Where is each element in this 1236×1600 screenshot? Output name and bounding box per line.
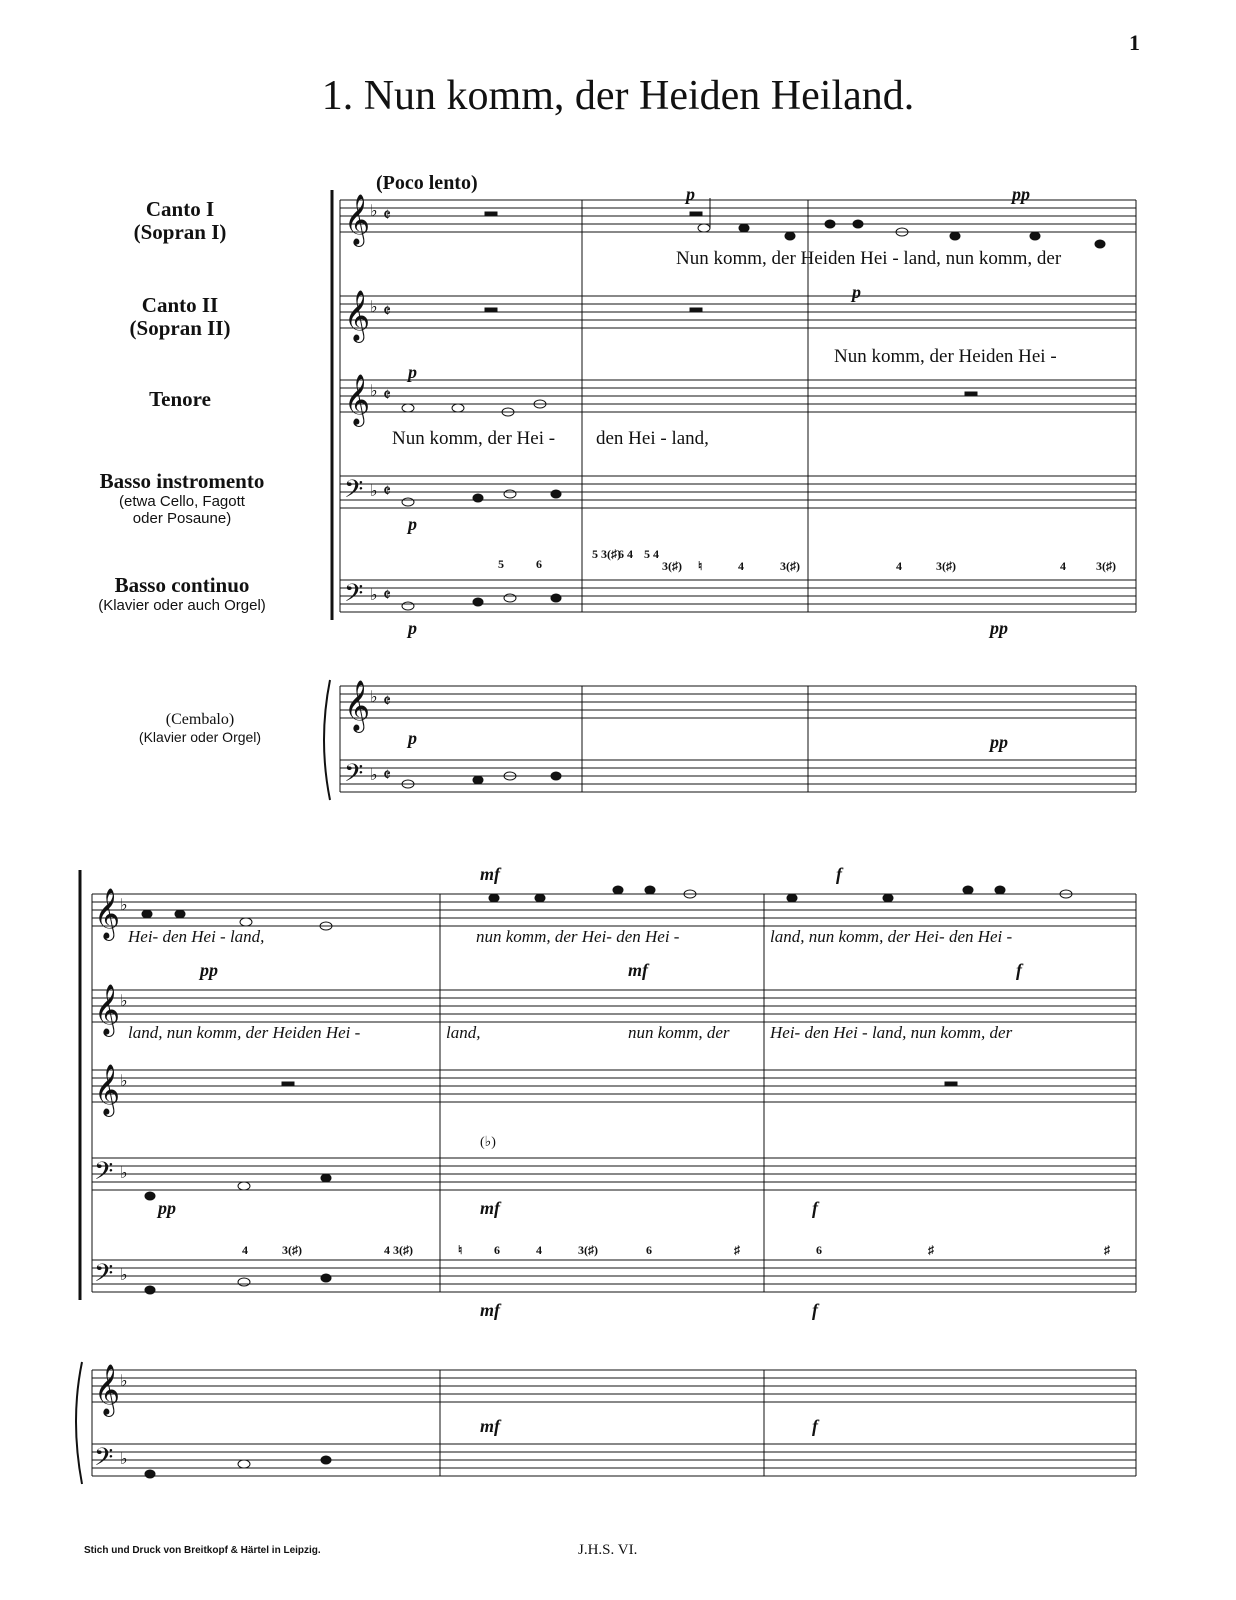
figure: 6 [536,557,542,571]
svg-text:♭: ♭ [370,585,378,604]
system-2-clefs [94,888,128,1478]
printer-credit: Stich und Druck von Breitkopf & Härtel in Leipzig. [84,1545,321,1556]
note [551,772,561,780]
svg-text:𝄢: 𝄢 [94,1259,114,1294]
figure: 3(♯) [936,559,956,573]
staff-canto1 [340,200,1136,232]
lyrics-canto2-m5b: nun komm, der [628,1023,730,1042]
svg-text:𝄞: 𝄞 [94,888,121,939]
page-number: 1 [1129,30,1140,55]
note [698,224,710,232]
note [321,1174,331,1182]
note [853,220,863,228]
note [402,404,414,412]
figure: ♯ [734,1243,740,1257]
note [504,594,516,602]
lyrics-canto2: Nun komm, der Heiden Hei - [834,346,1057,367]
svg-text:𝄵: 𝄵 [383,481,392,502]
whole-rest [945,1082,957,1086]
dynamic: p [408,514,417,534]
note [787,894,797,902]
svg-text:♭: ♭ [370,201,378,220]
note [551,490,561,498]
dynamic: mf [480,1416,500,1436]
note [145,1286,155,1294]
note [473,598,483,606]
note [551,594,561,602]
svg-text:♭: ♭ [370,765,378,784]
note [489,894,499,902]
note [825,220,835,228]
svg-text:𝄵: 𝄵 [383,385,392,406]
svg-text:𝄞: 𝄞 [94,1364,121,1415]
part-subname: (Klavier oder Orgel) [138,729,262,745]
figure: 5 [498,557,504,571]
note [145,1192,155,1200]
staff-canto2 [340,296,1136,328]
system-1-notes [402,198,1105,788]
dynamic: pp [200,960,218,980]
part-name: Basso continuo [114,573,250,597]
svg-text:𝄢: 𝄢 [344,759,364,794]
figure: 3(♯) [282,1243,302,1257]
tempo-marking: (Poco lento) [376,172,478,194]
note [535,894,545,902]
part-name: Canto I [145,197,215,221]
svg-text:𝄵: 𝄵 [383,691,392,712]
note [238,1182,250,1190]
note [321,1456,331,1464]
figure: 4 3(♯) [384,1243,413,1257]
figure: 6 [816,1243,822,1257]
figure: ♮ [698,559,703,573]
dynamic: mf [480,1198,500,1218]
svg-text:♭: ♭ [120,1265,128,1284]
whole-rest [485,308,497,312]
svg-text:♭: ♭ [370,381,378,400]
staff-basso-continuo [340,580,1136,612]
dynamic: f [812,1300,818,1320]
figure: 5 4 [644,547,659,561]
dynamic: p [408,618,417,638]
svg-text:𝄢: 𝄢 [344,475,364,510]
svg-text:𝄞: 𝄞 [344,680,371,731]
dynamic: pp [158,1198,176,1218]
figure: 3(♯) [1096,559,1116,573]
staff-cembalo-left [92,1444,1136,1476]
whole-rest [485,212,497,216]
dynamic: pp [1012,184,1030,204]
note [1095,240,1105,248]
system-1-staves [324,190,1136,800]
part-name: (Cembalo) [165,711,235,728]
figured-bass-system1 [498,547,1116,573]
staff-cembalo-right [340,686,1136,718]
staff-canto1 [92,894,1136,926]
figure: ♯ [928,1243,934,1257]
svg-text:♭: ♭ [120,895,128,914]
lyrics-canto2-m6: Hei- den Hei - land, nun komm, der [770,1023,1013,1042]
part-subname: (Sopran II) [129,316,231,340]
svg-text:♭: ♭ [120,1163,128,1182]
note [238,1278,250,1286]
lyrics-canto1-m6: land, nun komm, der Hei- den Hei - [770,927,1013,946]
figure: 4 [896,559,902,573]
svg-text:♭: ♭ [370,687,378,706]
dynamic: pp [990,618,1008,638]
svg-text:𝄢: 𝄢 [94,1443,114,1478]
system-2-staves [76,870,1136,1484]
dynamic: f [1016,960,1022,980]
part-name: Basso instromento [99,469,265,493]
dynamic: mf [480,1300,500,1320]
figure: 6 [494,1243,500,1257]
note [1030,232,1040,240]
svg-text:♭: ♭ [120,1371,128,1390]
svg-text:♭: ♭ [370,481,378,500]
part-name: Canto II [141,293,219,317]
figure: 4 [1060,559,1066,573]
piece-title: 1. Nun komm, der Heiden Heiland. [321,73,915,119]
lyrics-canto1-m5: nun komm, der Hei- den Hei - [476,927,680,946]
lyrics-canto1: Nun komm, der Heiden Hei - land, nun komm, der [676,248,1062,269]
accidental: (♭) [480,1135,496,1150]
dynamic: f [812,1198,818,1218]
note [785,232,795,240]
svg-text:𝄢: 𝄢 [94,1157,114,1192]
note [739,224,749,232]
note [175,910,185,918]
staff-basso-continuo [92,1260,1136,1292]
staff-canto2 [92,990,1136,1022]
figure: 3(♯) [662,559,682,573]
dynamic: pp [990,732,1008,752]
staff-basso-instromento [340,476,1136,508]
note [145,1470,155,1478]
svg-text:♭: ♭ [120,991,128,1010]
note [645,886,655,894]
svg-text:𝄵: 𝄵 [383,205,392,226]
part-subname: (Sopran I) [133,220,227,244]
note [963,886,973,894]
note [950,232,960,240]
svg-text:𝄵: 𝄵 [383,765,392,786]
whole-rest [965,392,977,396]
figure: 6 4 [618,547,633,561]
note [238,1460,250,1468]
svg-text:𝄞: 𝄞 [94,984,121,1035]
lyrics-canto2-m5a: land, [446,1023,481,1042]
svg-text:𝄞: 𝄞 [344,194,371,245]
figured-bass-system2 [242,1243,1110,1257]
note [452,404,464,412]
staff-tenore [92,1070,1136,1102]
lyrics-canto1-m4: Hei- den Hei - land, [128,927,265,946]
svg-text:♭: ♭ [120,1449,128,1468]
figure: ♮ [458,1243,463,1257]
figure: 4 [242,1243,248,1257]
figure: ♯ [1104,1243,1110,1257]
note [473,776,483,784]
dynamic: mf [480,864,500,884]
dynamic: p [852,282,861,302]
svg-text:𝄵: 𝄵 [383,301,392,322]
part-subname: (etwa Cello, Fagott oder Posaune) [119,493,245,527]
figure: 3(♯) [578,1243,598,1257]
note [402,602,414,610]
figure: 4 [738,559,744,573]
note [995,886,1005,894]
edition-mark: J.H.S. VI. [578,1542,638,1558]
svg-text:𝄞: 𝄞 [344,290,371,341]
note [142,910,152,918]
lyrics-tenore-m1: Nun komm, der Hei - [392,428,556,449]
whole-rest [690,308,702,312]
svg-text:♭: ♭ [370,297,378,316]
part-name: Tenore [149,387,211,411]
staff-cembalo-left [340,760,1136,792]
staff-cembalo-right [92,1370,1136,1402]
dynamic: p [408,728,417,748]
dynamic: f [812,1416,818,1436]
svg-text:𝄞: 𝄞 [94,1064,121,1115]
dynamic: p [408,362,417,382]
whole-rest [690,212,702,216]
staff-basso-instromento [92,1158,1136,1190]
dynamic: mf [628,960,648,980]
part-subname: (Klavier oder auch Orgel) [98,597,266,614]
figure: 3(♯) [780,559,800,573]
system-1-clefs [344,194,391,794]
staff-tenore [340,380,1136,412]
note [402,498,414,506]
figure: 5 3(♯) [592,547,621,561]
whole-rest [282,1082,294,1086]
svg-text:♭: ♭ [120,1071,128,1090]
svg-text:𝄵: 𝄵 [383,585,392,606]
dynamic: p [686,184,695,204]
lyrics-tenore-m2: den Hei - land, [596,428,709,449]
svg-text:𝄞: 𝄞 [344,374,371,425]
note [883,894,893,902]
note [473,494,483,502]
note [504,490,516,498]
note [613,886,623,894]
note [240,918,252,926]
svg-text:𝄢: 𝄢 [344,579,364,614]
lyrics-canto2-m4: land, nun komm, der Heiden Hei - [128,1023,361,1042]
dynamic: f [836,864,842,884]
figure: 4 [536,1243,542,1257]
note [321,1274,331,1282]
figure: 6 [646,1243,652,1257]
